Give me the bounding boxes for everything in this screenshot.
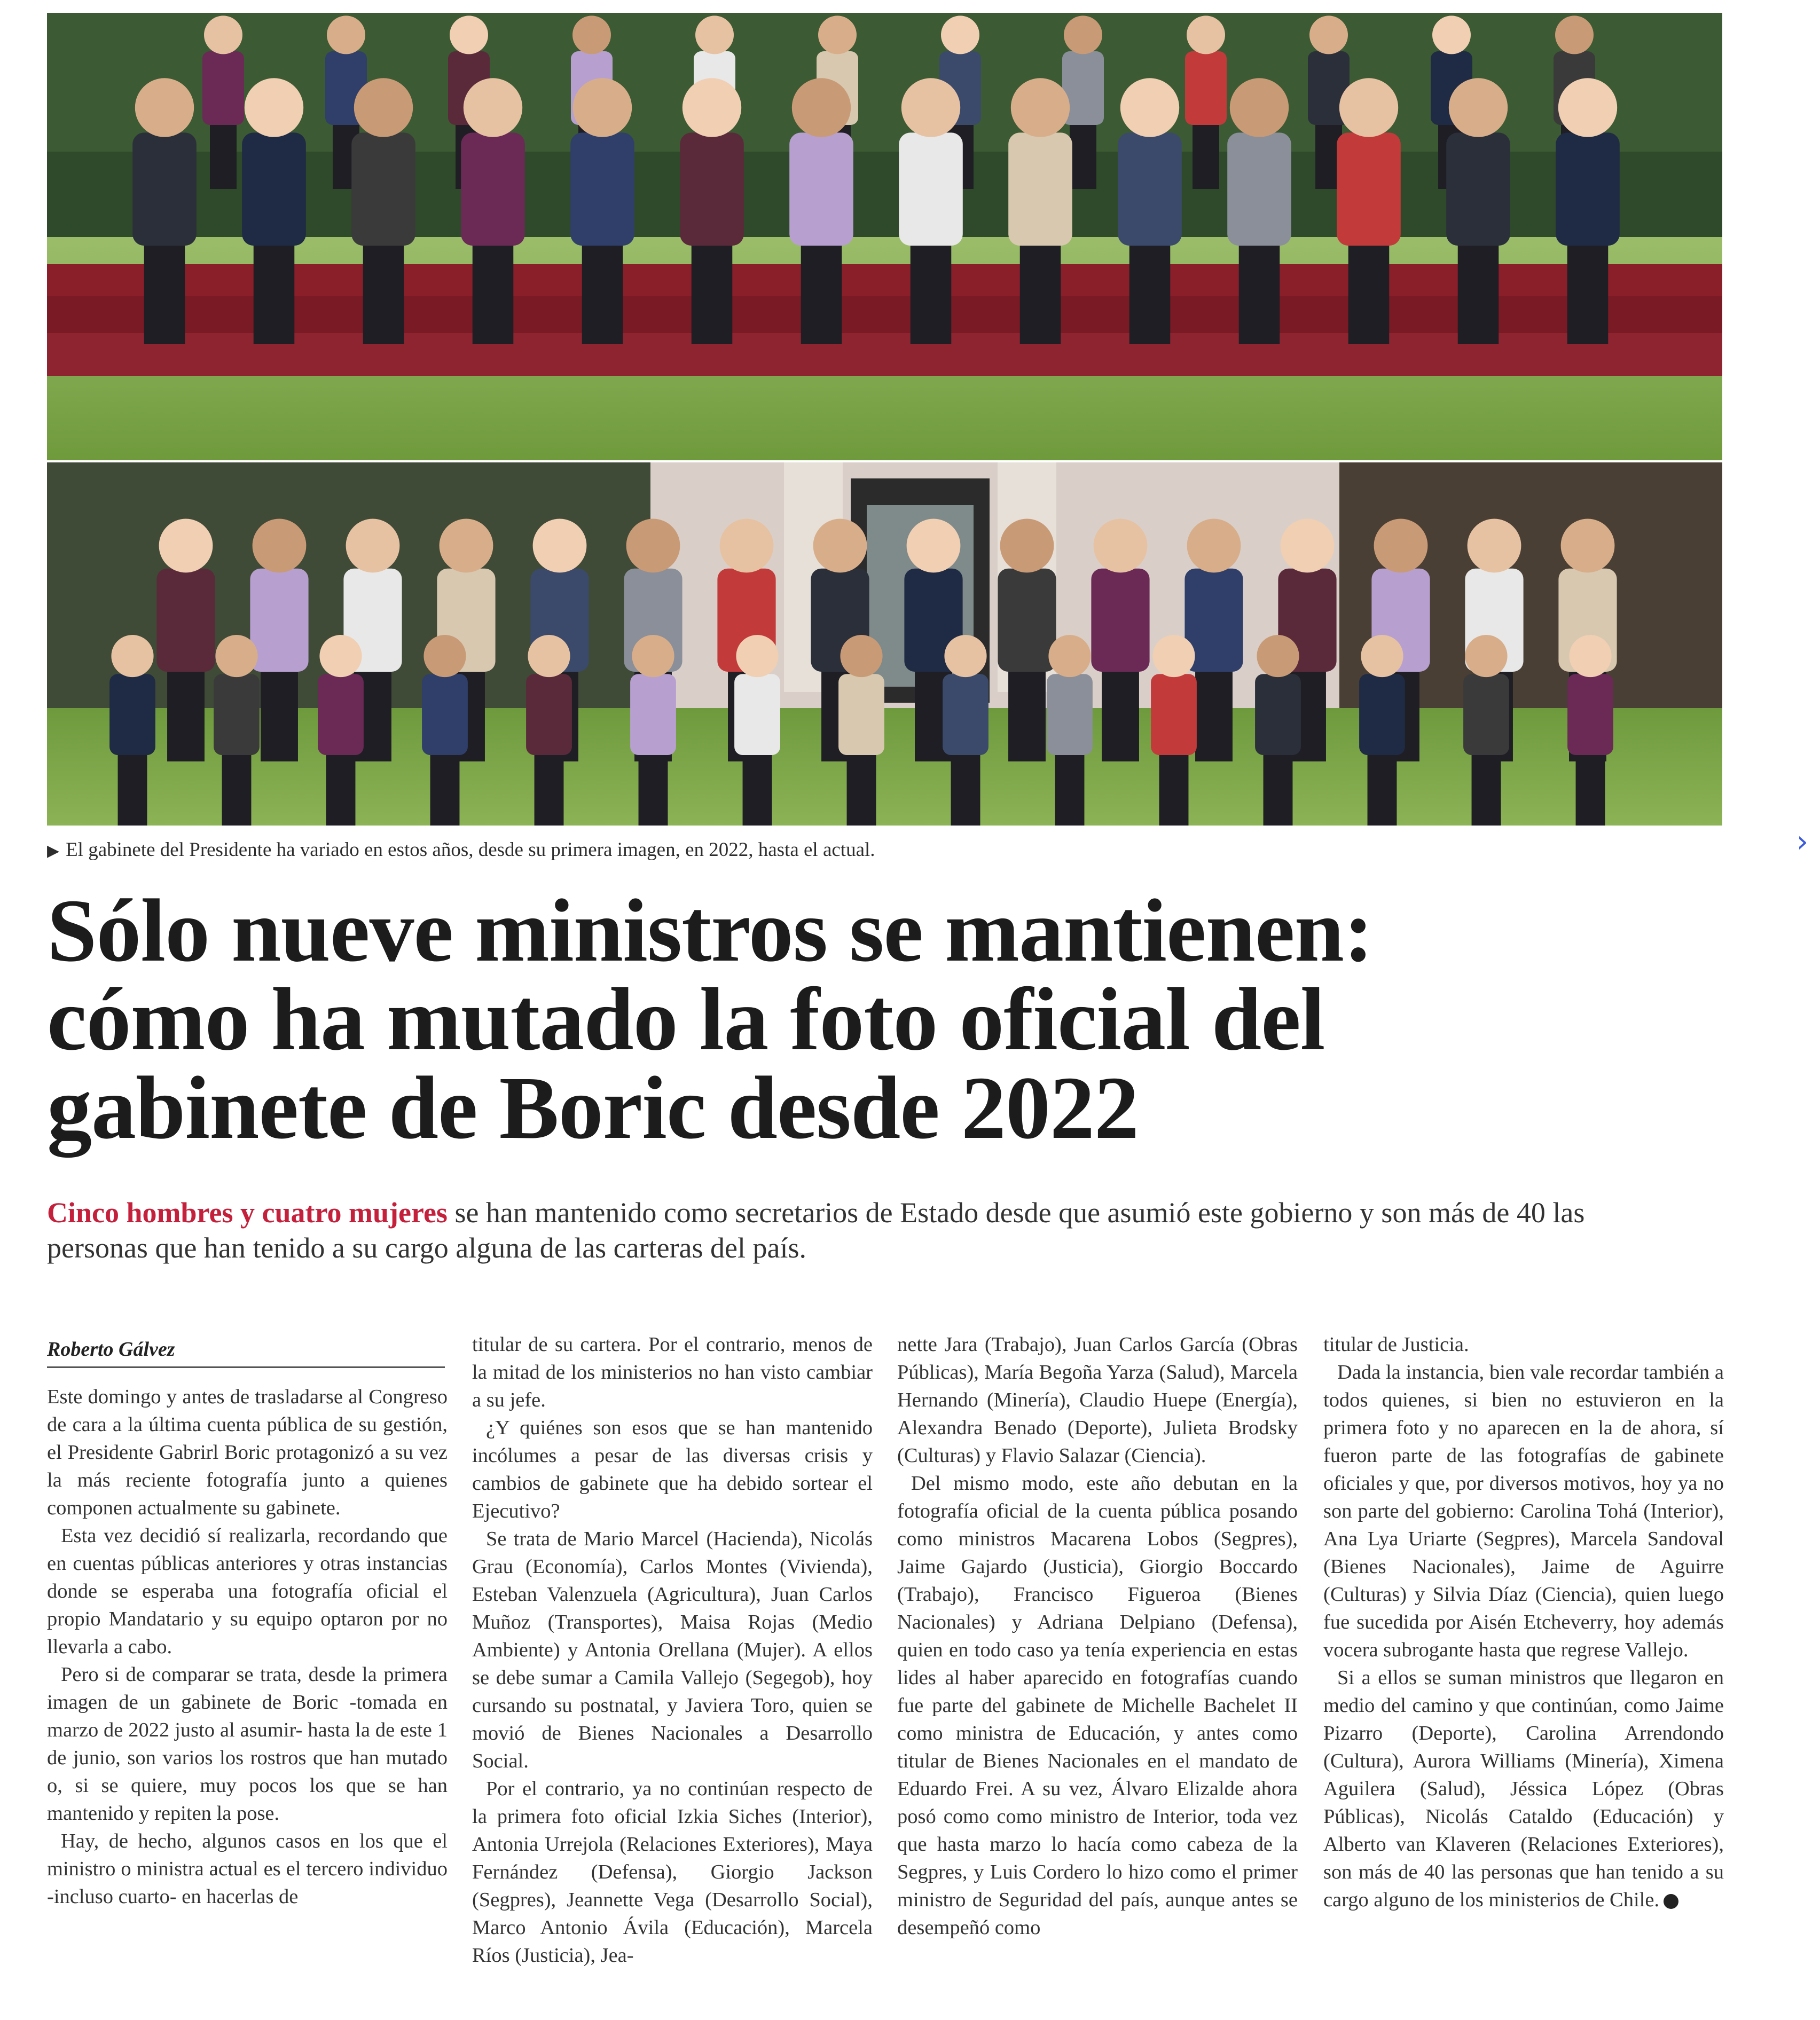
cabinet-photo-2022-image [47,13,1722,460]
paragraph: Hay, de hecho, algunos casos en los que el ministro o ministra actual es el tercero individuo -incluso cuarto- en hacerlas de [47,1830,448,1908]
paragraph: Por el contrario, ya no continúan respecto de la primera foto oficial Izkia Siches (Interior), Antonia Urrejola (Relaciones Exteriores), Maya Fernández (Defensa), Giorgio Jackson (Segpres), Jeannette Vega (Desarrollo Social), Marco Antonio Ávila (Educación), Marcela Ríos (Justicia), Jea- [472,1778,873,1967]
paragraph: Del mismo modo, este año debutan en la fotografía oficial de la cuenta pública posando como ministros Macarena Lobos (Segpres), Jaime Gajardo (Justicia), Giorgio Boccardo (Trabajo), Francisco Figueroa (Bienes Nacionales) y Adriana Delpiano (Defensa), quien en todo caso ya tenía experiencia en estas lides al haber aparecido en fotografías cuando fue parte del gabinete de Michelle Bachelet II como ministra de Educación, y antes como titular de Bienes Nacionales en el mandato de Eduardo Frei. A su vez, Álvaro Elizalde ahora posó como como ministro de Interior, toda vez que hasta marzo lo hacía como cabeza de la Segpres, y Luis Cordero lo hizo como el primer ministro de Seguridad del país, aunque antes se desempeñó como [897,1472,1298,1939]
paragraph: Si a ellos se suman ministros que llegaron en medio del camino y que continúan, como Jaime Pizarro (Deporte), Carolina Arrendondo (Cultura), Aurora Williams (Minería), Ximena Aguilera (Salud), Jéssica López (Obras Públicas), Nicolás Cataldo (Educación) y Alberto van Klaveren (Relaciones Exteriores), son más de 40 las personas que han tenido a su cargo alguno de los ministerios de Chile. [1323,1667,1724,1911]
end-of-article-icon [1664,1894,1678,1909]
paragraph: ¿Y quiénes son esos que se han mantenido incólumes a pesar de las diversas crisis y cambios de gabinete que ha debido sortear el Ejecutivo? [472,1417,873,1522]
article-column-3 [897,1331,1298,1942]
paragraph: titular de Justicia. [1323,1333,1469,1356]
paragraph: Este domingo y antes de trasladarse al Congreso de cara a la última cuenta pública de su gestión, el Presidente Gabrirl Boric protagonizó a su vez la más reciente fotografía junto a quienes componen actualmente su gabinete. [47,1386,448,1519]
paragraph: Se trata de Mario Marcel (Hacienda), Nicolás Grau (Economía), Carlos Montes (Vivienda), Esteban Valenzuela (Agricultura), Juan Carlos Muñoz (Transportes), Maisa Rojas (Medio Ambiente) y Antonia Orellana (Mujer). A ellos se debe sumar a Camila Vallejo (Segegob), hoy cursando su postnatal, y Javiera Toro, quien se movió de Bienes Nacionales a Desarrollo Social. [472,1528,873,1772]
lede-highlight: Cinco hombres y cuatro mujeres [47,1197,448,1229]
headline-line-2: cómo ha mutado la foto oficial del [47,970,1325,1069]
cabinet-photo-current [47,462,1722,826]
next-page-chevron-right-icon[interactable]: › [1796,824,1809,859]
headline [47,881,1676,1158]
paragraph: Esta vez decidió sí realizarla, recordando que en cuentas públicas anteriores y otras instancias donde se esperaba una fotografía oficial el propio Mandatario y su equipo optaron por no llevarla a cabo. [47,1524,448,1658]
paragraph: nette Jara (Trabajo), Juan Carlos García (Obras Públicas), María Begoña Yarza (Salud), Marcela Hernando (Minería), Claudio Huepe (Energía), Alexandra Benado (Deporte), Julieta Brodsky (Culturas) y Flavio Salazar (Ciencia). [897,1333,1298,1467]
headline-line-3: gabinete de Boric desde 2022 [47,1058,1139,1158]
caption-marker-icon: ▶ [47,842,60,860]
lede [47,1195,1649,1266]
article-column-1 [47,1383,448,1911]
caption-text: El gabinete del Presidente ha variado en estos años, desde su primera imagen, en 2022, hasta el actual. [66,839,875,861]
headline-line-1: Sólo nueve ministros se mantienen: [47,881,1373,980]
photo-caption [47,838,875,861]
byline: Roberto Gálvez [47,1338,445,1368]
lede-text: se han mantenido como secretarios de Estado desde que asumió este gobierno y son más de 40 las personas que han tenido a su cargo alguna de las carteras del país. [47,1197,1585,1264]
cabinet-photo-2022 [47,13,1722,460]
cabinet-photo-current-image [47,462,1722,826]
article-column-2 [472,1331,873,1969]
paragraph: Dada la instancia, bien vale recordar también a todos quienes, si bien no estuvieron en la primera foto y no aparecen en la de ahora, sí fueron parte de las fotografías de gabinete oficiales y que, por diversos motivos, hoy ya no son parte del gobierno: Carolina Tohá (Interior), Ana Lya Uriarte (Segpres), Marcela Sandoval (Bienes Nacionales), Jaime de Aguirre (Culturas) y Silvia Díaz (Ciencia), quien luego fue sucedida por Aisén Etcheverry, hoy además vocera subrogante hasta que regrese Vallejo. [1323,1361,1724,1661]
paragraph: Pero si de comparar se trata, desde la primera imagen de un gabinete de Boric -tomada en marzo de 2022 justo al asumir- hasta la de este 1 de junio, son varios los rostros que han mutado o, si se quiere, muy pocos los que se han mantenido y repiten la pose. [47,1663,448,1825]
paragraph: titular de su cartera. Por el contrario, menos de la mitad de los ministerios no han visto cambiar a su jefe. [472,1333,873,1411]
article-column-4 [1323,1331,1724,1914]
